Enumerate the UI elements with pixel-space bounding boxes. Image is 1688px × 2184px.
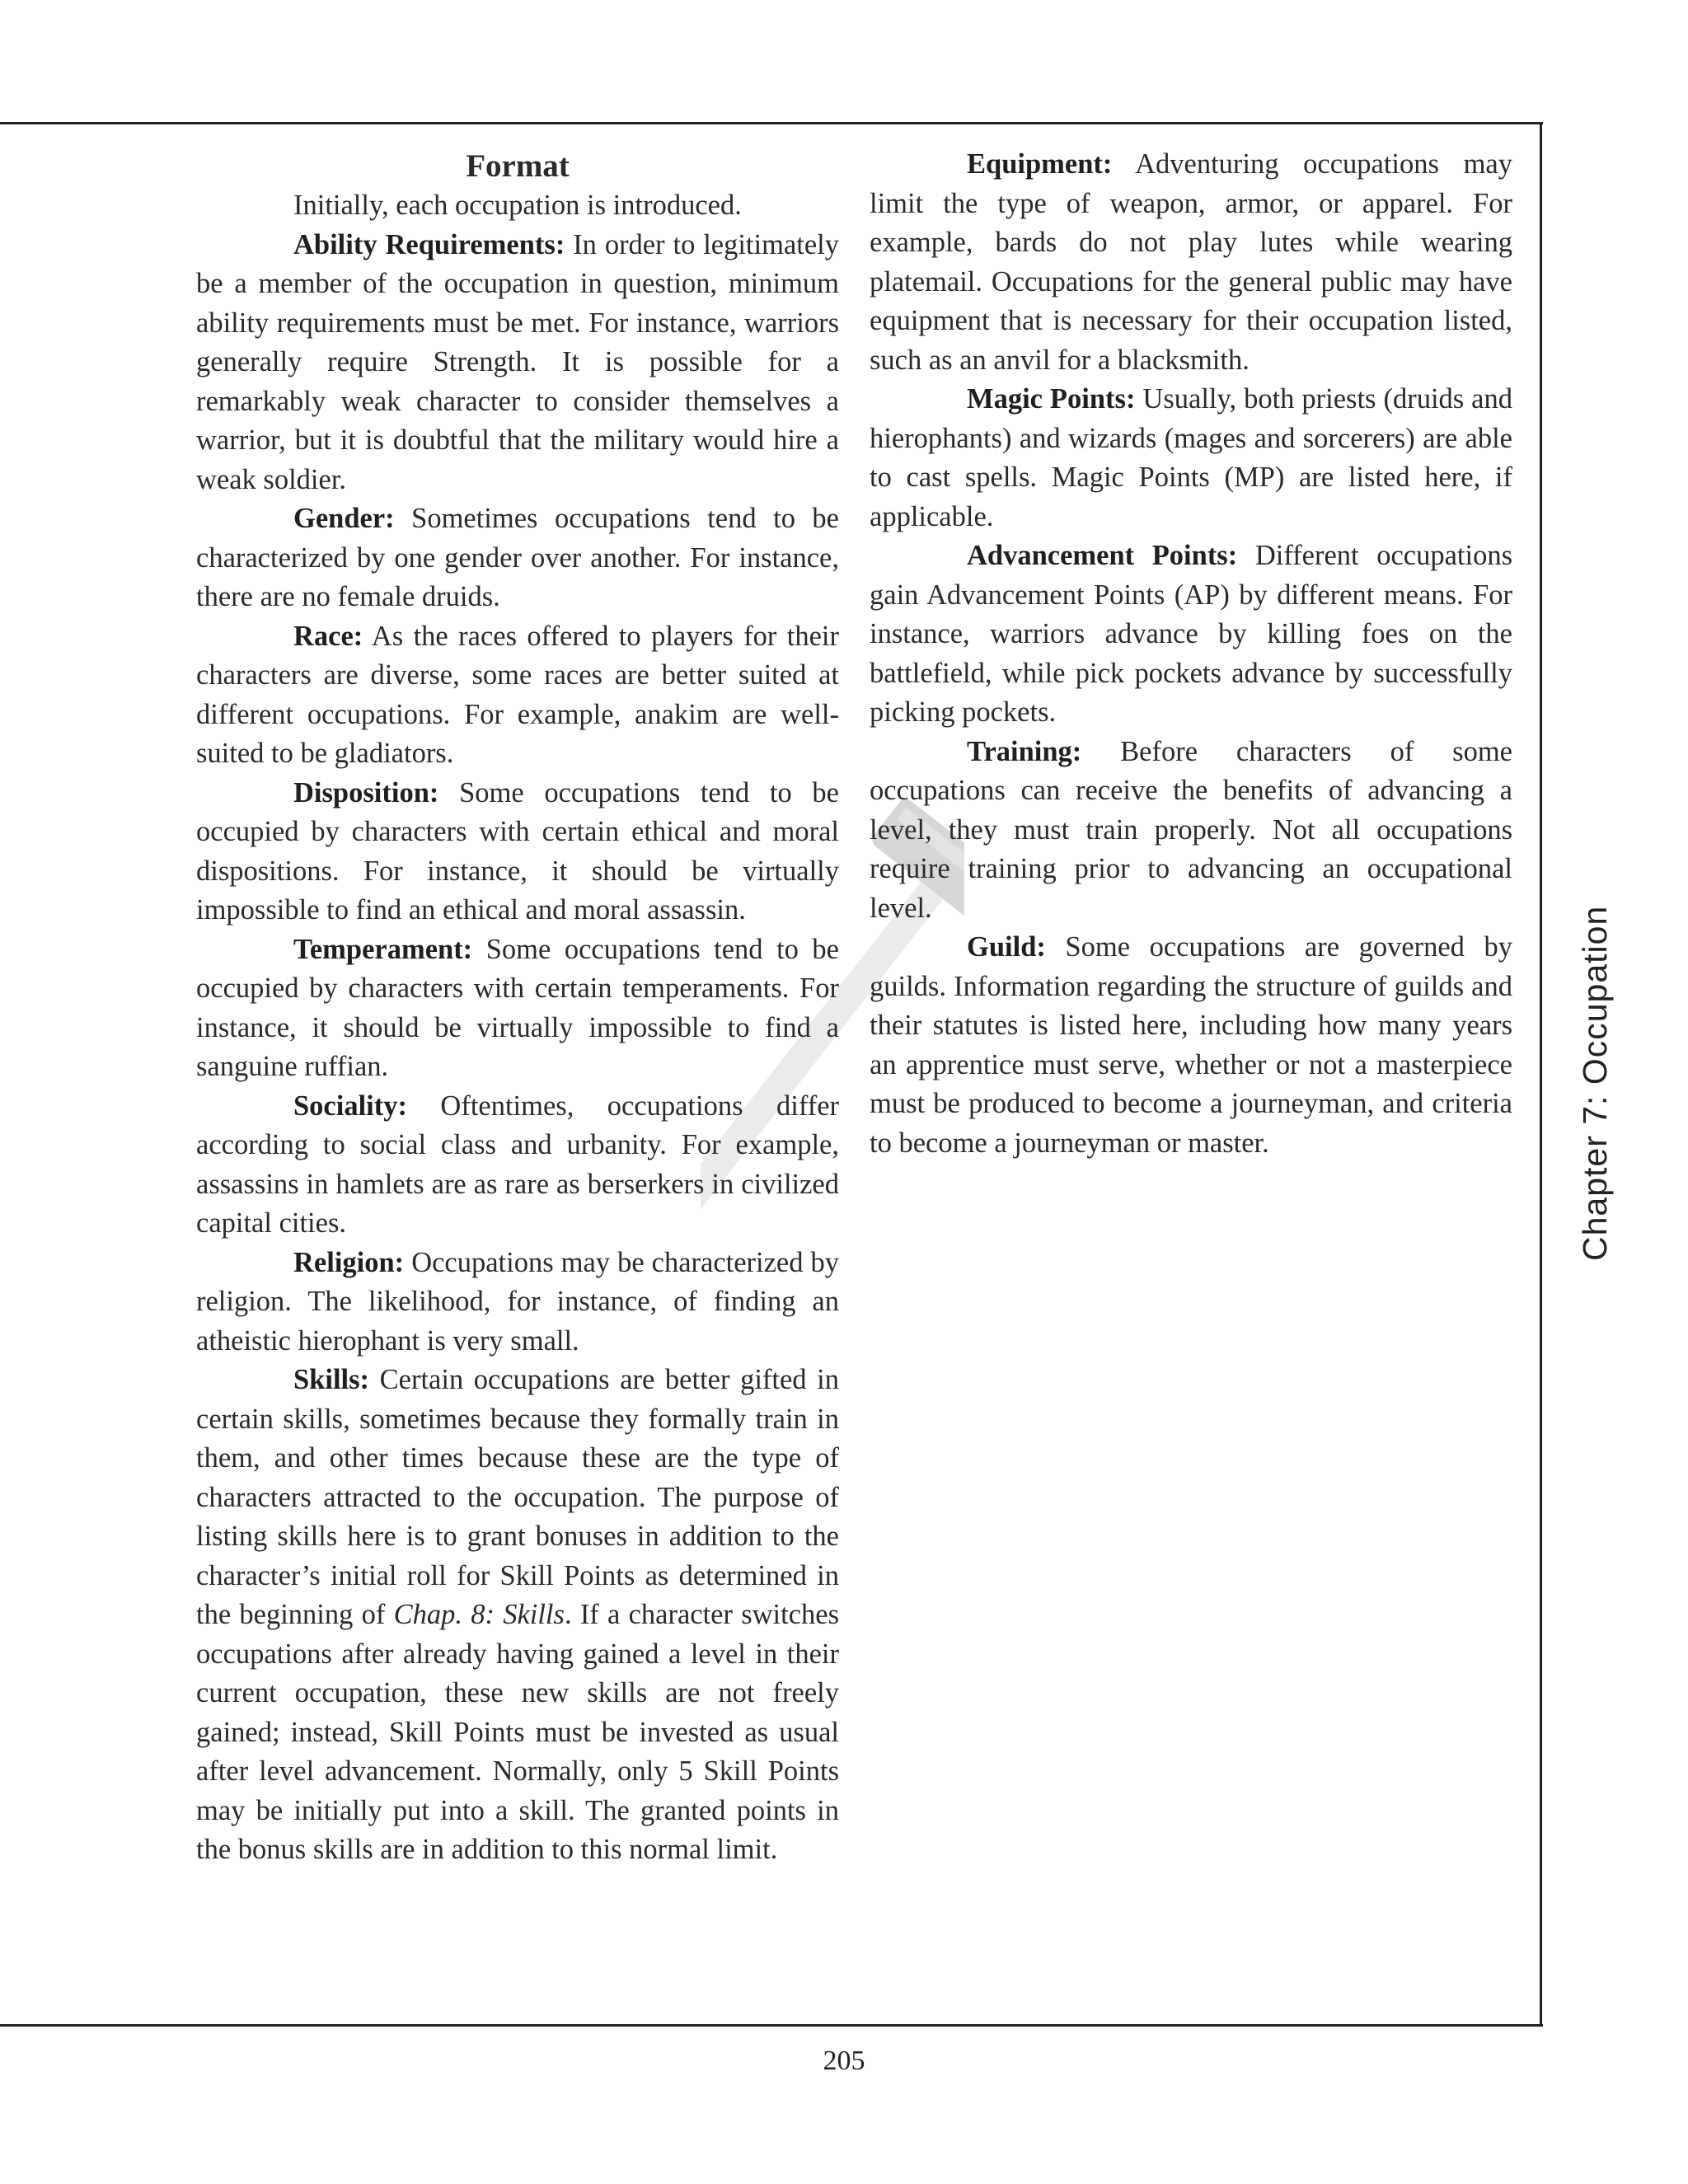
paragraph-temperament [196, 930, 839, 1087]
paragraph-heading: Gender: [293, 503, 395, 534]
paragraph-training [870, 733, 1512, 929]
paragraph-text: Before characters of some occupations can receive the benefits of advancing a level, they must train properly. Not all occupations require training prior to advancing an occupational level. [870, 735, 1512, 924]
paragraph-heading: Religion: [293, 1246, 405, 1278]
paragraph-heading: Disposition: [293, 776, 439, 808]
paragraph-heading: Race: [293, 620, 363, 652]
paragraph-heading: Guild: [967, 931, 1046, 963]
paragraph-heading: Training: [967, 735, 1082, 767]
paragraph-disposition [196, 774, 839, 930]
paragraph-text: As the races offered to players for their characters are diverse, some races are better suited at different occupations. For example, anakim are well-suited to be gladiators. [196, 620, 839, 769]
paragraph-text: Usually, both priests (druids and hierophants) and wizards (mages and sorcerers) are able to cast spells. Magic Points (MP) are listed here, if applicable. [870, 383, 1512, 532]
paragraph-race [196, 617, 839, 774]
section-title: Format [466, 148, 570, 184]
page-number: 205 [823, 2046, 865, 2076]
paragraph-text: . If a character switches occupations after already having gained a level in their current occupation, these new skills are not freely gained; instead, Skill Points must be invested as usual after level advancement. Normally, only 5 Skill Points may be initially put into a skill. The granted points in the bonus skills are in addition to this normal limit. [196, 1599, 840, 1865]
paragraph-heading: Sociality: [293, 1090, 407, 1122]
page-frame-top-rule [0, 122, 1543, 124]
paragraph-religion [196, 1244, 839, 1361]
paragraph-guild [870, 928, 1512, 1163]
chapter-reference: Chap. 8: Skills [393, 1599, 565, 1630]
paragraph-text: Some occupations tend to be occupied by characters with certain temperaments. For instance, it should be virtually impossible to find a sanguine ruffian. [196, 933, 839, 1082]
paragraph-heading: Temperament: [293, 933, 473, 965]
paragraph-text: In order to legitimately be a member of the occupation in question, minimum ability requirements must be met. For instance, warriors generally require Strength. It is possible for a remarkably weak character to consider themselves a warrior, but it is doubtful that the military would hire a weak soldier. [196, 228, 839, 495]
paragraph-text: Sometimes occupations tend to be characterized by one gender over another. For instance, there are no female druids. [196, 503, 839, 612]
paragraph-text: Adventuring occupations may limit the type of weapon, armor, or apparel. For example, bards do not play lutes while wearing platemail. Occupations for the general public may have equipment that is necessary for their occupation listed, such as an anvil for a blacksmith. [870, 148, 1512, 376]
paragraph-text: Different occupations gain Advancement Points (AP) by different means. For instance, warriors advance by killing foes on the battlefield, while pick pockets advance by successfully picking pockets. [870, 540, 1512, 728]
paragraph-heading: Magic Points: [967, 383, 1136, 415]
paragraph-equipment [870, 145, 1512, 380]
page-frame-bottom-rule [0, 2024, 1543, 2027]
chapter-tab: Chapter 7: Occupation [1576, 905, 1614, 1261]
paragraph-heading: Skills: [293, 1364, 370, 1395]
paragraph-sociality [196, 1087, 839, 1244]
paragraph-gender [196, 499, 839, 617]
left-text-column [196, 147, 839, 1870]
paragraph-intro [196, 186, 839, 226]
paragraph-ability-requirements [196, 226, 839, 500]
paragraph-heading: Advancement Points: [967, 540, 1238, 571]
paragraph-advancement-points [870, 537, 1512, 733]
paragraph-text: Oftentimes, occupations differ according to social class and urbanity. For example, assassins in hamlets are as rare as berserkers in civilized capital cities. [196, 1090, 839, 1239]
paragraph-skills [196, 1361, 839, 1870]
paragraph-heading: Equipment: [967, 148, 1113, 180]
paragraph-heading: Ability Requirements: [293, 228, 565, 260]
page-frame-right-rule [1540, 122, 1542, 2026]
paragraph-text: Occupations may be characterized by religion. The likelihood, for instance, of finding an atheistic hierophant is very small. [196, 1246, 839, 1357]
right-text-column [870, 145, 1512, 1163]
paragraph-text: Initially, each occupation is introduced. [293, 190, 742, 221]
paragraph-text: Some occupations tend to be occupied by characters with certain ethical and moral dispositions. For instance, it should be virtually impossible to find an ethical and moral assassin. [196, 776, 839, 926]
paragraph-text: Some occupations are governed by guilds. Information regarding the structure of guilds and their statutes is listed here, including how many years an apprentice must serve, whether or not a masterpiece must be produced to become a journeyman, and criteria to become a journeyman or master. [870, 931, 1512, 1159]
paragraph-text: Certain occupations are better gifted in certain skills, sometimes because they formally train in them, and other times because these are the type of characters attracted to the occupation. The purpose of listing skills here is to grant bonuses in addition to the character’s initial roll for Skill Points as determined in the beginning of [196, 1364, 839, 1630]
paragraph-magic-points [870, 380, 1512, 537]
